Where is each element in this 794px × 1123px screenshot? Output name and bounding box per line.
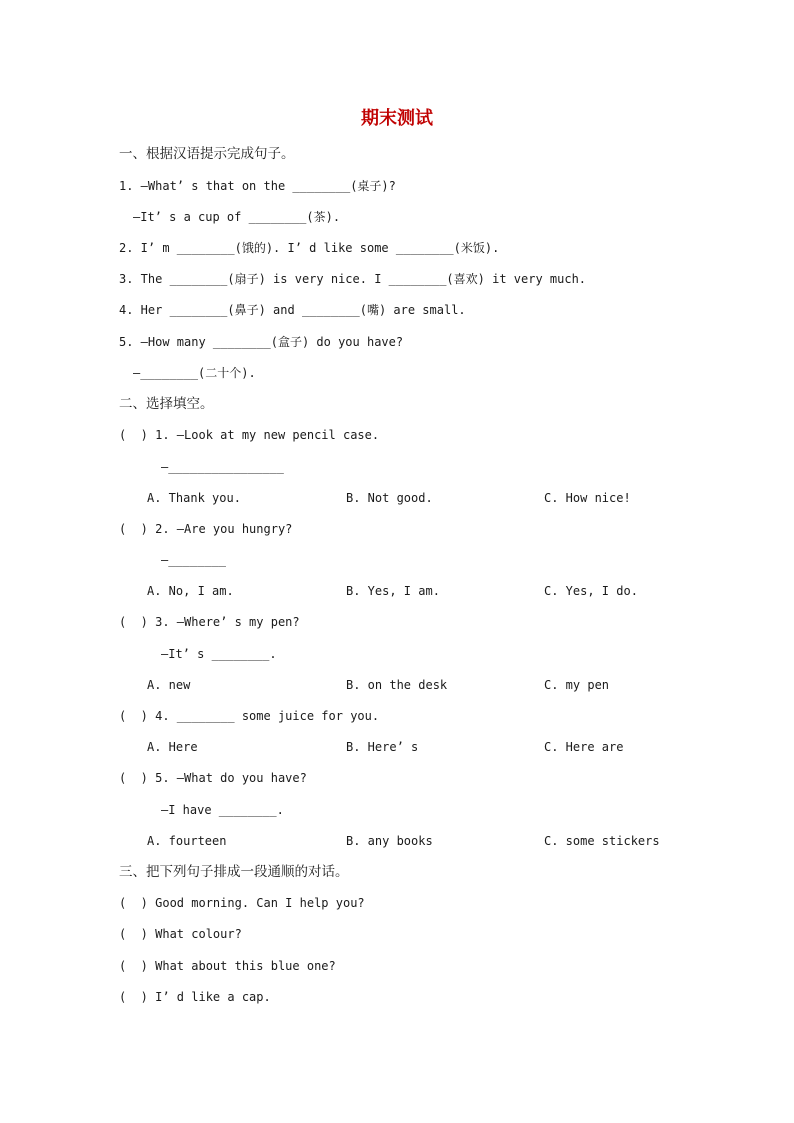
s2-answer-3: —It’ s ________. (161, 647, 277, 661)
s2-q2-option-b: B. Yes, I am. (346, 584, 440, 598)
s2-q1-option-b: B. Not good. (346, 491, 433, 505)
s1-line-7: —________(二十个). (133, 366, 256, 380)
s2-q5-option-b: B. any books (346, 834, 433, 848)
section2-heading: 二、选择填空。 (119, 396, 214, 412)
s2-question-2: ( ) 2. —Are you hungry? (119, 522, 293, 536)
s3-line-1: ( ) Good morning. Can I help you? (119, 896, 365, 910)
s2-question-4: ( ) 4. ________ some juice for you. (119, 709, 380, 723)
s2-q4-option-a: A. Here (147, 740, 198, 754)
s2-answer-2: —________ (161, 553, 227, 567)
s2-q4-option-c: C. Here are (544, 740, 624, 754)
s2-q3-option-c: C. my pen (544, 678, 610, 692)
s1-line-3: 2. I’ m ________(饿的). I’ d like some ________(米饭). (119, 241, 500, 255)
s1-line-5: 4. Her ________(鼻子) and ________(嘴) are small. (119, 303, 466, 317)
section1-heading: 一、根据汉语提示完成句子。 (119, 146, 295, 162)
s2-q3-option-a: A. new (147, 678, 191, 692)
s2-q2-option-a: A. No, I am. (147, 584, 234, 598)
s2-q4-option-b: B. Here’ s (346, 740, 419, 754)
s2-q3-option-b: B. on the desk (346, 678, 448, 692)
page-title: 期末测试 (361, 108, 433, 129)
s2-q5-option-a: A. fourteen (147, 834, 227, 848)
s1-line-4: 3. The ________(扇子) is very nice. I ________(喜欢) it very much. (119, 272, 587, 286)
s2-question-5: ( ) 5. —What do you have? (119, 771, 307, 785)
s2-q2-option-c: C. Yes, I do. (544, 584, 638, 598)
s3-line-3: ( ) What about this blue one? (119, 959, 336, 973)
s2-q1-option-c: C. How nice! (544, 491, 631, 505)
s2-question-1: ( ) 1. —Look at my new pencil case. (119, 428, 380, 442)
s1-line-6: 5. —How many ________(盒子) do you have? (119, 335, 404, 349)
s1-line-2: —It’ s a cup of ________(茶). (133, 210, 341, 224)
s2-answer-1: —________________ (161, 460, 284, 474)
s1-line-1: 1. —What’ s that on the ________(桌子)? (119, 179, 396, 193)
s2-q5-option-c: C. some stickers (544, 834, 660, 848)
s3-line-4: ( ) I’ d like a cap. (119, 990, 271, 1004)
s2-question-3: ( ) 3. —Where’ s my pen? (119, 615, 300, 629)
section3-heading: 三、把下列句子排成一段通顺的对话。 (119, 864, 349, 880)
s2-answer-5: —I have ________. (161, 803, 284, 817)
s3-line-2: ( ) What colour? (119, 927, 242, 941)
s2-q1-option-a: A. Thank you. (147, 491, 241, 505)
